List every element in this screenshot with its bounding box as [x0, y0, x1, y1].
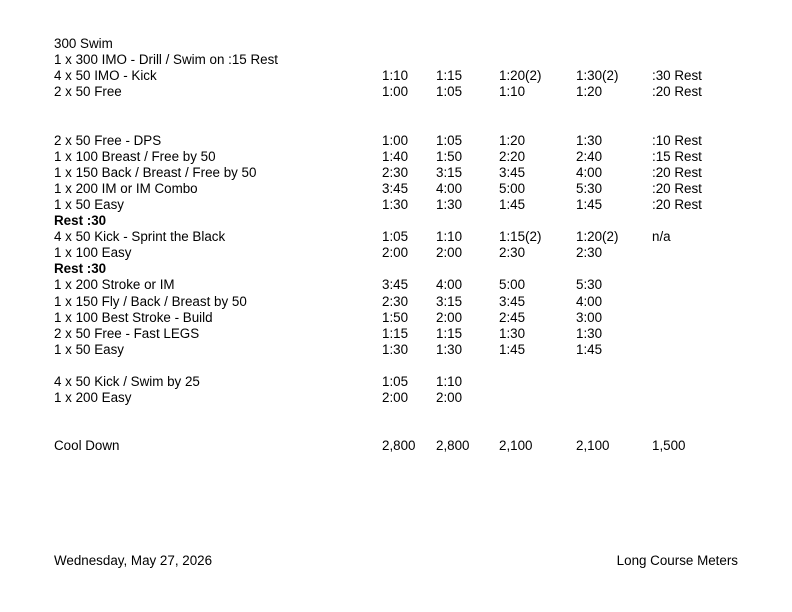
- set-label: 1 x 100 Best Stroke - Build: [54, 309, 213, 325]
- interval-cell: 2,800: [436, 438, 470, 454]
- set-row: [54, 294, 754, 310]
- set-label: 1 x 150 Fly / Back / Breast by 50: [54, 293, 247, 309]
- interval-cell: 2,800: [382, 438, 416, 454]
- interval-cell: 1:10: [382, 68, 409, 84]
- interval-cell: 2:00: [436, 245, 463, 261]
- interval-cell: 5:00: [499, 180, 526, 196]
- set-label: 1 x 200 Easy: [54, 390, 132, 406]
- rest-label: Rest :30: [54, 213, 107, 229]
- set-row: [54, 245, 754, 261]
- interval-cell: 1:15: [436, 325, 463, 341]
- interval-cell: 4:00: [576, 164, 603, 180]
- set-row: [54, 181, 754, 197]
- rest-label: Rest :30: [54, 261, 107, 277]
- interval-cell: 1:15: [382, 325, 409, 341]
- interval-cell: 1:05: [436, 84, 463, 100]
- blank-row: [54, 422, 754, 438]
- interval-cell: 1:50: [436, 148, 463, 164]
- rest-header-row: [54, 261, 754, 277]
- interval-cell: 1:10: [499, 84, 526, 100]
- interval-cell: 2:30: [382, 293, 409, 309]
- interval-cell: 1:05: [382, 229, 409, 245]
- interval-cell: 1:30: [382, 341, 409, 357]
- rest-interval-cell: n/a: [652, 229, 671, 245]
- set-row: [54, 277, 754, 293]
- interval-cell: 4:00: [576, 293, 603, 309]
- interval-cell: 1:20(2): [499, 68, 542, 84]
- interval-cell: 1:10: [436, 229, 463, 245]
- interval-cell: 3:00: [576, 309, 603, 325]
- interval-cell: 1:30: [576, 325, 603, 341]
- set-row: [54, 374, 754, 390]
- set-label: Cool Down: [54, 438, 120, 454]
- interval-cell: 1:05: [382, 373, 409, 389]
- interval-cell: 3:45: [382, 180, 409, 196]
- interval-cell: 3:45: [499, 293, 526, 309]
- interval-cell: 1:15(2): [499, 229, 542, 245]
- interval-cell: 1:15: [436, 68, 463, 84]
- workout-sheet: [54, 36, 754, 454]
- interval-cell: 5:30: [576, 180, 603, 196]
- rest-interval-cell: :30 Rest: [652, 68, 702, 84]
- interval-cell: 1:30(2): [576, 68, 619, 84]
- set-row: [54, 438, 754, 454]
- set-row: [54, 310, 754, 326]
- blank-row: [54, 100, 754, 116]
- set-row: [54, 342, 754, 358]
- set-label: 1 x 100 Breast / Free by 50: [54, 148, 216, 164]
- set-label: 1 x 200 IM or IM Combo: [54, 180, 198, 196]
- interval-cell: 1:30: [576, 132, 603, 148]
- set-row: [54, 197, 754, 213]
- blank-row: [54, 116, 754, 132]
- set-label: 1 x 50 Easy: [54, 196, 124, 212]
- rest-interval-cell: :20 Rest: [652, 84, 702, 100]
- interval-cell: 1:30: [382, 196, 409, 212]
- rest-interval-cell: 1,500: [652, 438, 686, 454]
- footer-course-type: Long Course Meters: [616, 553, 738, 568]
- set-row: [54, 52, 754, 68]
- interval-cell: 3:15: [436, 164, 463, 180]
- set-row: [54, 229, 754, 245]
- set-row: [54, 149, 754, 165]
- set-row: [54, 133, 754, 149]
- set-label: 1 x 50 Easy: [54, 341, 124, 357]
- set-label: 1 x 200 Stroke or IM: [54, 277, 175, 293]
- set-label: 2 x 50 Free - DPS: [54, 132, 162, 148]
- interval-cell: 1:20: [576, 84, 603, 100]
- interval-cell: 4:00: [436, 180, 463, 196]
- blank-row: [54, 358, 754, 374]
- blank-row: [54, 406, 754, 422]
- interval-cell: 1:30: [436, 196, 463, 212]
- interval-cell: 1:20(2): [576, 229, 619, 245]
- set-row: [54, 326, 754, 342]
- rest-header-row: [54, 213, 754, 229]
- set-label: 4 x 50 Kick - Sprint the Black: [54, 229, 226, 245]
- interval-cell: 1:30: [499, 325, 526, 341]
- set-label: 1 x 150 Back / Breast / Free by 50: [54, 164, 257, 180]
- interval-cell: 3:45: [382, 277, 409, 293]
- interval-cell: 1:45: [576, 196, 603, 212]
- interval-cell: 2:30: [576, 245, 603, 261]
- interval-cell: 1:20: [499, 132, 526, 148]
- set-label: 300 Swim: [54, 36, 113, 51]
- set-label: 2 x 50 Free: [54, 84, 122, 100]
- set-row: [54, 68, 754, 84]
- set-label: 1 x 300 IMO - Drill / Swim on :15 Rest: [54, 52, 278, 68]
- rest-interval-cell: :20 Rest: [652, 164, 702, 180]
- set-label: 4 x 50 Kick / Swim by 25: [54, 373, 200, 389]
- interval-cell: 2:00: [436, 390, 463, 406]
- interval-cell: 2,100: [576, 438, 610, 454]
- interval-cell: 2:30: [499, 245, 526, 261]
- footer-date: Wednesday, May 27, 2026: [54, 553, 213, 568]
- interval-cell: 4:00: [436, 277, 463, 293]
- rest-interval-cell: :20 Rest: [652, 196, 702, 212]
- interval-cell: 2:00: [382, 245, 409, 261]
- interval-cell: 1:05: [436, 132, 463, 148]
- interval-cell: 1:40: [382, 148, 409, 164]
- set-label: 4 x 50 IMO - Kick: [54, 68, 157, 84]
- rest-interval-cell: :20 Rest: [652, 180, 702, 196]
- interval-cell: 1:30: [436, 341, 463, 357]
- set-row: [54, 165, 754, 181]
- interval-cell: 1:45: [499, 196, 526, 212]
- interval-cell: 2:00: [436, 309, 463, 325]
- interval-cell: 2:40: [576, 148, 603, 164]
- interval-cell: 2:30: [382, 164, 409, 180]
- rest-interval-cell: :15 Rest: [652, 148, 702, 164]
- set-row: [54, 36, 754, 52]
- interval-cell: 1:00: [382, 84, 409, 100]
- set-row: [54, 390, 754, 406]
- interval-cell: 5:00: [499, 277, 526, 293]
- set-label: 1 x 100 Easy: [54, 245, 132, 261]
- interval-cell: 1:45: [499, 341, 526, 357]
- rest-interval-cell: :10 Rest: [652, 132, 702, 148]
- interval-cell: 5:30: [576, 277, 603, 293]
- interval-cell: 2:20: [499, 148, 526, 164]
- interval-cell: 1:10: [436, 373, 463, 389]
- interval-cell: 3:15: [436, 293, 463, 309]
- interval-cell: 2:45: [499, 309, 526, 325]
- set-row: [54, 84, 754, 100]
- interval-cell: 1:00: [382, 132, 409, 148]
- interval-cell: 2:00: [382, 390, 409, 406]
- interval-cell: 1:45: [576, 341, 603, 357]
- interval-cell: 2,100: [499, 438, 533, 454]
- interval-cell: 1:50: [382, 309, 409, 325]
- interval-cell: 3:45: [499, 164, 526, 180]
- set-label: 2 x 50 Free - Fast LEGS: [54, 325, 200, 341]
